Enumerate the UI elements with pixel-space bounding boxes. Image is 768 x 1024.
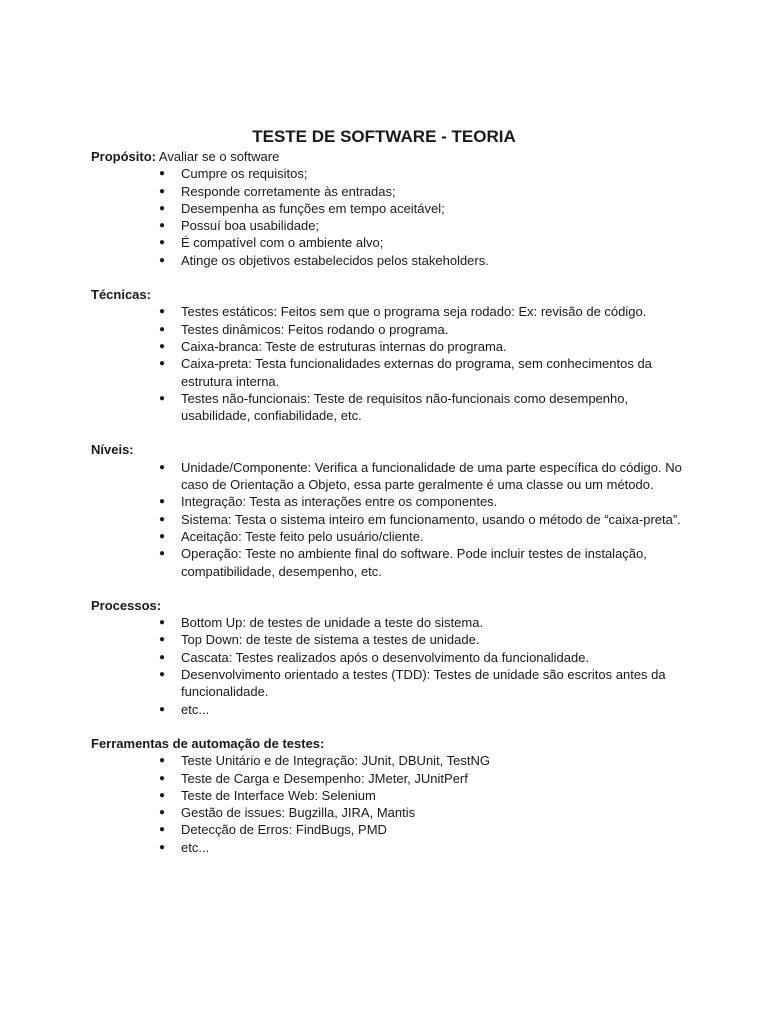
bullet-icon: ● xyxy=(159,323,166,335)
list-item xyxy=(91,234,691,251)
list-item xyxy=(91,493,691,510)
list-item-text: Caixa-branca: Teste de estruturas internas do programa. xyxy=(181,338,507,354)
bullet-icon: ● xyxy=(159,185,166,197)
section xyxy=(91,597,691,718)
section xyxy=(91,441,691,579)
list-item xyxy=(91,252,691,269)
list-item-text: Teste de Interface Web: Selenium xyxy=(181,787,376,803)
bullet-icon: ● xyxy=(159,824,166,836)
list-item-text: Operação: Teste no ambiente final do software. Pode incluir testes de instalação, compatibilidade, desempenho, etc. xyxy=(181,546,647,579)
bullet-icon: ● xyxy=(159,340,166,352)
list-item-text: Desempenha as funções em tempo aceitável; xyxy=(181,200,445,216)
bullet-icon: ● xyxy=(159,513,166,525)
section-heading: Técnicas: xyxy=(91,287,151,303)
bullet-list xyxy=(91,303,691,424)
bullet-icon: ● xyxy=(159,168,166,180)
section-heading-line xyxy=(91,148,691,165)
bullet-list xyxy=(91,165,691,269)
bullet-icon: ● xyxy=(159,530,166,542)
bullet-icon: ● xyxy=(159,392,166,404)
list-item-text: etc... xyxy=(181,839,210,855)
list-item xyxy=(91,545,691,580)
list-item-text: Sistema: Testa o sistema inteiro em funcionamento, usando o método de “caixa-preta”. xyxy=(181,511,681,527)
bullet-list xyxy=(91,459,691,580)
list-item-text: Integração: Testa as interações entre os componentes. xyxy=(181,494,498,510)
section-heading-line xyxy=(91,735,691,752)
bullet-icon: ● xyxy=(159,634,166,646)
bullet-list xyxy=(91,614,691,718)
bullet-icon: ● xyxy=(159,841,166,853)
document-content xyxy=(91,148,691,856)
list-item-text: Testes dinâmicos: Feitos rodando o programa. xyxy=(181,321,449,337)
list-item xyxy=(91,701,691,718)
list-item xyxy=(91,631,691,648)
list-item-text: Teste de Carga e Desempenho: JMeter, JUnitPerf xyxy=(181,770,468,786)
list-item-text: Testes não-funcionais: Teste de requisitos não-funcionais como desempenho, usabilidade, confiabilidade, etc. xyxy=(181,390,629,424)
list-item xyxy=(91,338,691,355)
list-item-text: Teste Unitário e de Integração: JUnit, DBUnit, TestNG xyxy=(181,753,491,769)
list-item-text: Unidade/Componente: Verifica a funcionalidade de uma parte específica do código. No caso de Orientação a Objeto, essa parte geralmente é uma classe ou um método. xyxy=(181,459,682,493)
bullet-icon: ● xyxy=(159,755,166,767)
list-item-text: Caixa-preta: Testa funcionalidades externas do programa, sem conhecimentos da estrutura interna. xyxy=(181,356,652,389)
section-heading: Níveis: xyxy=(91,442,134,458)
list-item xyxy=(91,390,691,425)
list-item xyxy=(91,511,691,528)
list-item-text: Gestão de issues: Bugzilla, JIRA, Mantis xyxy=(181,805,416,821)
section-heading-line xyxy=(91,597,691,614)
section-heading: Processos: xyxy=(91,597,162,613)
section-heading: Ferramentas de automação de testes: xyxy=(91,735,325,751)
list-item xyxy=(91,821,691,838)
list-item xyxy=(91,217,691,234)
list-item xyxy=(91,804,691,821)
list-item xyxy=(91,752,691,769)
bullet-icon: ● xyxy=(159,789,166,801)
section-intro: Avaliar se o software xyxy=(158,149,280,164)
bullet-icon: ● xyxy=(159,772,166,784)
list-item xyxy=(91,165,691,182)
section-heading-line xyxy=(91,441,691,458)
section xyxy=(91,148,691,269)
list-item xyxy=(91,321,691,338)
bullet-icon: ● xyxy=(159,202,166,214)
bullet-icon: ● xyxy=(159,461,166,473)
list-item-text: Bottom Up: de testes de unidade a teste do sistema. xyxy=(181,615,484,631)
list-item xyxy=(91,666,691,701)
list-item xyxy=(91,839,691,856)
bullet-icon: ● xyxy=(159,807,166,819)
bullet-icon: ● xyxy=(159,651,166,663)
list-item xyxy=(91,770,691,787)
list-item-text: Responde corretamente às entradas; xyxy=(181,183,396,199)
list-item-text: Cumpre os requisitos; xyxy=(181,166,308,182)
bullet-icon: ● xyxy=(159,358,166,370)
list-item xyxy=(91,787,691,804)
bullet-icon: ● xyxy=(159,548,166,560)
section xyxy=(91,286,691,424)
list-item-text: Detecção de Erros: FindBugs, PMD xyxy=(181,822,387,838)
section-heading-line xyxy=(91,286,691,303)
bullet-icon: ● xyxy=(159,617,166,629)
bullet-icon: ● xyxy=(159,703,166,715)
bullet-icon: ● xyxy=(159,237,166,249)
list-item-text: Possuí boa usabilidade; xyxy=(181,218,320,234)
bullet-icon: ● xyxy=(159,254,166,266)
bullet-list xyxy=(91,752,691,856)
list-item-text: Top Down: de teste de sistema a testes de unidade. xyxy=(181,632,480,648)
list-item xyxy=(91,649,691,666)
document-title: TESTE DE SOFTWARE - TEORIA xyxy=(252,127,516,146)
section-heading: Propósito: xyxy=(91,149,156,164)
list-item-text: Desenvolvimento orientado a testes (TDD): Testes de unidade são escritos antes da funcionalidade. xyxy=(181,667,666,700)
list-item-text: etc... xyxy=(181,701,210,717)
list-item xyxy=(91,183,691,200)
list-item-text: Aceitação: Teste feito pelo usuário/cliente. xyxy=(181,528,424,544)
bullet-icon: ● xyxy=(159,220,166,232)
list-item xyxy=(91,528,691,545)
list-item-text: Testes estáticos: Feitos sem que o programa seja rodado: Ex: revisão de código. xyxy=(181,304,647,320)
bullet-icon: ● xyxy=(159,669,166,681)
bullet-icon: ● xyxy=(159,306,166,318)
list-item-text: Cascata: Testes realizados após o desenvolvimento da funcionalidade. xyxy=(181,649,590,665)
list-item-text: Atinge os objetivos estabelecidos pelos stakeholders. xyxy=(181,252,489,268)
section xyxy=(91,735,691,856)
list-item xyxy=(91,614,691,631)
list-item xyxy=(91,355,691,390)
list-item xyxy=(91,200,691,217)
bullet-icon: ● xyxy=(159,496,166,508)
list-item-text: É compatível com o ambiente alvo; xyxy=(181,235,384,251)
list-item xyxy=(91,459,691,494)
list-item xyxy=(91,303,691,320)
